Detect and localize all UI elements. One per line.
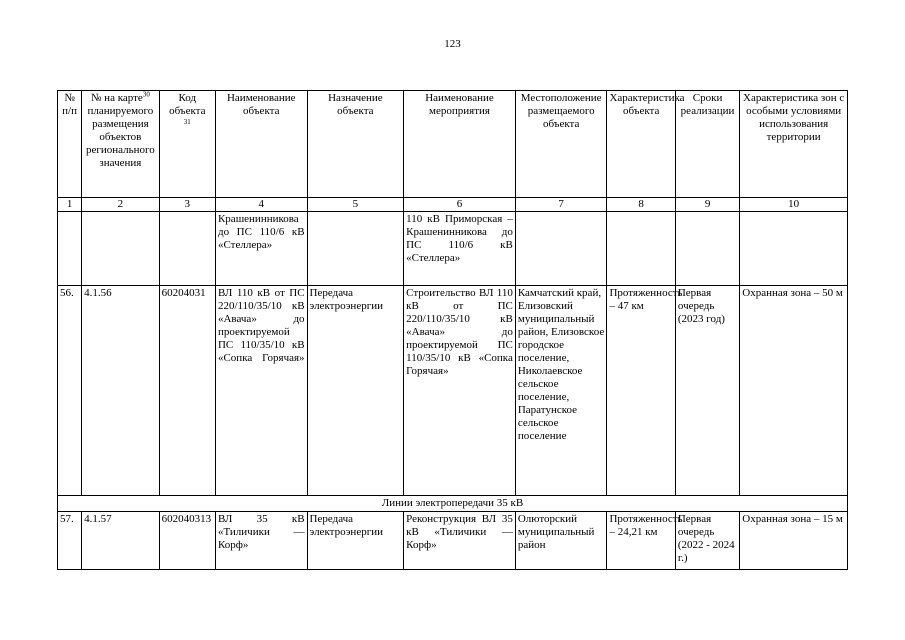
section-row xyxy=(58,496,848,512)
column-number: 2 xyxy=(82,198,159,212)
activity-cell: 110 кВ Приморская – Крашенинникова до ПС 110/6 кВ «Стеллера» xyxy=(404,212,516,286)
column-number: 3 xyxy=(159,198,215,212)
timing-cell: Первая очередь (2022 - 2024 г.) xyxy=(675,512,739,570)
header-cell-object-name: Наименование объекта xyxy=(215,91,307,198)
column-number: 1 xyxy=(58,198,82,212)
header-cell-object-code: Код объекта 31 xyxy=(159,91,215,198)
column-number: 7 xyxy=(515,198,607,212)
page-number: 123 xyxy=(444,38,461,50)
table-row-continuation xyxy=(58,212,848,286)
header-cell-number: № п/п xyxy=(58,91,82,198)
header-cell-location: Местоположение размещаемого объекта xyxy=(515,91,607,198)
column-number: 6 xyxy=(404,198,516,212)
characteristic-cell: Протяженность – 47 км xyxy=(607,286,675,496)
header-cell-zones: Характеристика зон с особыми условиями использования территории xyxy=(740,91,848,198)
objects-table xyxy=(57,90,848,570)
purpose-cell: Передача электроэнергии xyxy=(307,286,404,496)
column-number: 5 xyxy=(307,198,404,212)
timing-cell: Первая очередь (2023 год) xyxy=(675,286,739,496)
map-number: 4.1.56 xyxy=(82,286,159,496)
zone-cell: Охранная зона – 15 м xyxy=(740,512,848,570)
activity-cell: Строительство ВЛ 110 кВ от ПС 220/110/35/10 кВ «Авача» до проектируемой ПС 110/35/10 кВ «Сопка Горячая» xyxy=(404,286,516,496)
column-number: 10 xyxy=(740,198,848,212)
row-number: 57. xyxy=(58,512,82,570)
header-cell-timing: Сроки реализации xyxy=(675,91,739,198)
header-cell-activity: Наименование мероприятия xyxy=(404,91,516,198)
object-name-cell: ВЛ 35 кВ «Тиличики — Корф» xyxy=(215,512,307,570)
header-cell-purpose: Назначение объекта xyxy=(307,91,404,198)
table-header-row xyxy=(58,91,848,198)
location-cell: Камчатский край, Елизовский муниципальный район, Елизовское городское поселение, Николаевское сельское поселение, Паратунское сельское поселение xyxy=(515,286,607,496)
table-row xyxy=(58,286,848,496)
location-cell: Олюторский муниципальный район xyxy=(515,512,607,570)
characteristic-cell: Протяженность – 24,21 км xyxy=(607,512,675,570)
column-number: 4 xyxy=(215,198,307,212)
object-name-cell: Крашенинникова до ПС 110/6 кВ «Стеллера» xyxy=(215,212,307,286)
table-row xyxy=(58,512,848,570)
header-cell-map-number: № на карте$^{30}$ планируемого размещения объектов регионального значения xyxy=(82,91,159,198)
activity-cell: Реконструкция ВЛ 35 кВ «Тиличики — Корф» xyxy=(404,512,516,570)
footnote-mark: 31 xyxy=(183,118,191,126)
map-number: 4.1.57 xyxy=(82,512,159,570)
column-number: 8 xyxy=(607,198,675,212)
purpose-cell: Передача электроэнергии xyxy=(307,512,404,570)
object-code: 602040313 xyxy=(159,512,215,570)
row-number: 56. xyxy=(58,286,82,496)
zone-cell: Охранная зона – 50 м xyxy=(740,286,848,496)
object-code: 60204031 xyxy=(159,286,215,496)
column-number: 9 xyxy=(675,198,739,212)
object-name-cell: ВЛ 110 кВ от ПС 220/110/35/10 кВ «Авача» до проектируемой ПС 110/35/10 кВ «Сопка Горячая» xyxy=(215,286,307,496)
section-title: Линии электропередачи 35 кВ xyxy=(58,496,848,512)
header-cell-characteristic: Характеристика объекта xyxy=(607,91,675,198)
footnote-mark: 30 xyxy=(142,90,150,99)
column-number-row xyxy=(58,198,848,212)
